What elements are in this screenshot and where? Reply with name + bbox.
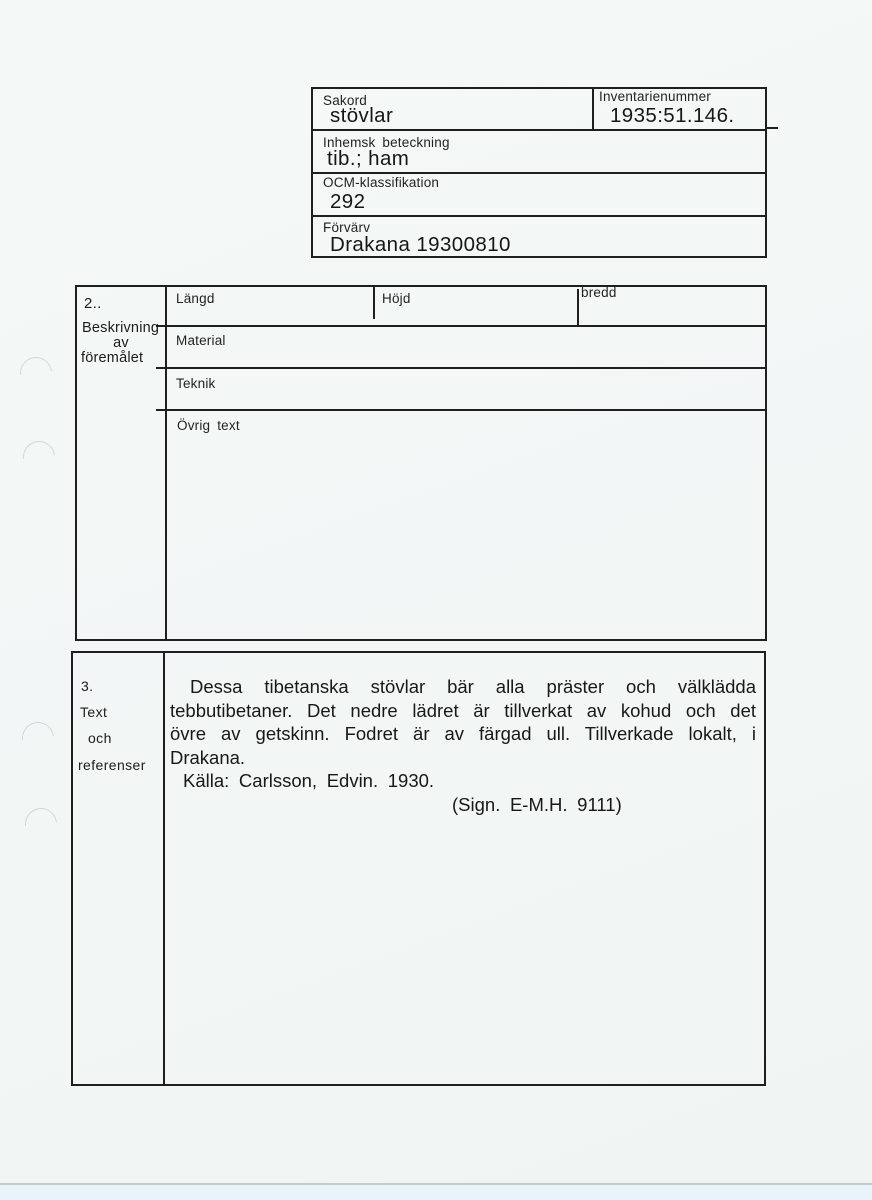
- inventarienummer-label: Inventarienummer: [599, 89, 711, 104]
- text-line-1: Dessa tibetanska stövlar bär alla präster och välklädda: [190, 676, 756, 697]
- section-3-number: 3.: [81, 678, 94, 694]
- description-table: [75, 285, 767, 641]
- bredd-label: bredd: [581, 285, 617, 300]
- teknik-label: Teknik: [176, 376, 216, 391]
- langd-hojd-divider: [373, 287, 375, 319]
- section-3-label-line3: referenser: [78, 757, 146, 773]
- header-row-sakord-inventarienummer: [313, 89, 765, 131]
- text-line-4: Drakana.: [170, 746, 246, 768]
- bredd-tick: [577, 289, 579, 327]
- text-label-column-divider: [163, 653, 165, 1084]
- source-line: Källa: Carlsson, Edvin. 1930.: [183, 770, 435, 791]
- punch-hole-mark-1: [14, 351, 59, 396]
- section-2-title-line3: föremålet: [81, 350, 144, 366]
- ocm-klassifikation-label: OCM-klassifikation: [323, 175, 440, 190]
- forvarv-value: Drakana 19300810: [330, 233, 511, 256]
- measures-row-rule: [156, 325, 765, 327]
- langd-label: Längd: [176, 291, 215, 306]
- catalog-text-block: [170, 675, 756, 816]
- scanner-edge-strip: [0, 1185, 872, 1200]
- inhemsk-beteckning-value: tib.; ham: [327, 147, 410, 170]
- material-label: Material: [176, 333, 226, 348]
- section-2-number: 2..: [84, 295, 102, 312]
- punch-hole-mark-2: [17, 435, 62, 480]
- text-references-table: [71, 651, 766, 1086]
- sakord-value: stövlar: [330, 104, 394, 127]
- inventarienummer-value: 1935:51.146.: [610, 104, 735, 127]
- forvarv-label: Förvärv: [323, 220, 371, 235]
- ovrig-text-label: Övrig text: [177, 418, 240, 433]
- inventarienummer-cell: [594, 89, 765, 129]
- inhemsk-beteckning-label: Inhemsk beteckning: [323, 135, 450, 150]
- inhemsk-beteckning-cell: [313, 131, 765, 174]
- section-2-title-line1: Beskrivning: [82, 320, 160, 336]
- signature-line: (Sign. E-M.H. 9111): [452, 793, 622, 815]
- punch-hole-mark-4: [19, 802, 64, 847]
- punch-hole-mark-3: [16, 716, 61, 761]
- ocm-klassifikation-value: 292: [330, 190, 366, 213]
- section-3-label-line2: och: [88, 730, 112, 746]
- rule-overhang: [765, 127, 778, 129]
- section-2-title-line2: av: [113, 335, 129, 351]
- teknik-row-rule: [156, 409, 765, 411]
- text-line-3: övre av getskinn. Fodret är av färgad ull. Tillverkade lokalt, i: [170, 723, 756, 744]
- header-field-table: [311, 87, 767, 258]
- label-column-divider: [165, 287, 167, 639]
- section-3-label-line1: Text: [80, 704, 108, 720]
- forvarv-cell: [313, 217, 765, 257]
- sakord-cell: [313, 89, 594, 129]
- hojd-label: Höjd: [382, 291, 411, 306]
- sakord-label: Sakord: [323, 93, 367, 108]
- text-line-2: tebbutibetaner. Det nedre lädret är tillverkat av kohud och det: [170, 699, 756, 721]
- material-row-rule: [156, 367, 765, 369]
- ocm-klassifikation-cell: [313, 174, 765, 217]
